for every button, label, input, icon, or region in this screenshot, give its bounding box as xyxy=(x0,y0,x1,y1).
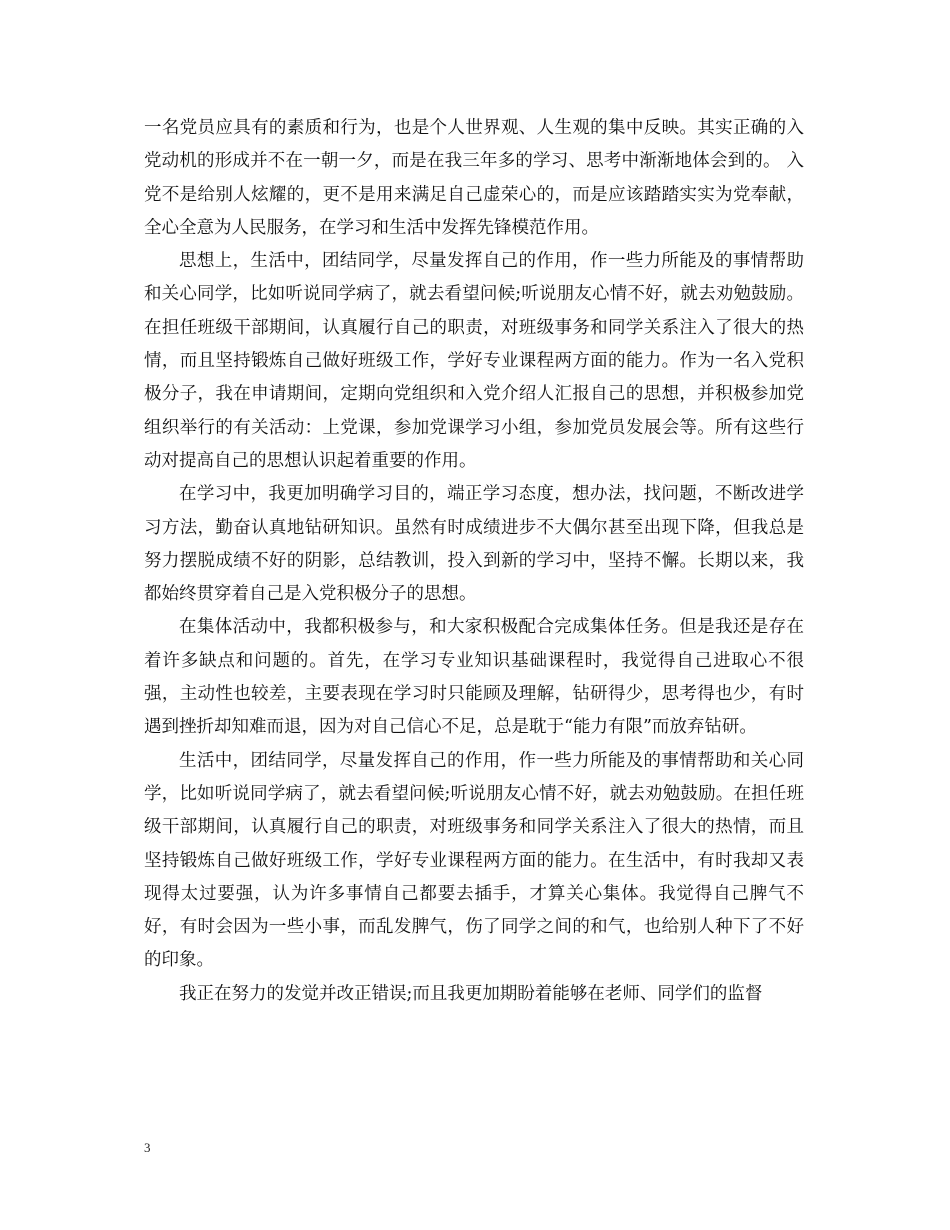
paragraph-improvement: 我正在努力的发觉并改正错误;而且我更加期盼着能够在老师、同学们的监督 xyxy=(179,983,763,1004)
page-number: 3 xyxy=(144,1140,151,1155)
paragraph-collective: 在集体活动中，我都积极参与，和大家积极配合完成集体任务。但是我还是存在着许多缺点和问题的。首先，在学习专业知识基础课程时，我觉得自己进取心不很强，主动性也较差，主要表现在学习时只能顾及理解，钻研得少，思考得也少，有时遇到挫折却知难而退，因为对自己信心不足，总是耽于“能力有限”而放弃钻研。 xyxy=(144,617,804,738)
paragraph-study: 在学习中，我更加明确学习目的，端正学习态度，想办法，找问题，不断改进学习方法，勤奋认真地钻研知识。虽然有时成绩进步不大偶尔甚至出现下降，但我总是努力摆脱成绩不好的阴影，总结教训，投入到新的学习中，坚持不懈。长期以来，我都始终贯穿着自己是入党积极分子的思想。 xyxy=(144,484,804,605)
paragraph-ideology: 思想上，生活中，团结同学，尽量发挥自己的作用，作一些力所能及的事情帮助和关心同学，比如听说同学病了，就去看望问候;听说朋友心情不好，就去劝勉鼓励。在担任班级干部期间，认真履行自己的职责，对班级事务和同学关系注入了很大的热情，而且坚持锻炼自己做好班级工作，学好专业课程两方面的能力。作为一名入党积极分子，我在申请期间，定期向党组织和入党介绍人汇报自己的思想，并积极参加党组织举行的有关活动：上党课，参加党课学习小组，参加党员发展会等。所有这些行动对提高自己的思想认识起着重要的作用。 xyxy=(144,251,804,471)
body-text xyxy=(144,112,804,1011)
paragraph-continued: 一名党员应具有的素质和行为，也是个人世界观、人生观的集中反映。其实正确的入党动机的形成并不在一朝一夕，而是在我三年多的学习、思考中渐渐地体会到的。 入党不是给别人炫耀的，更不是用来满足自己虚荣心的，而是应该踏踏实实为党奉献，全心全意为人民服务，在学习和生活中发挥先锋模范作用。 xyxy=(144,118,804,238)
paragraph-life: 生活中，团结同学，尽量发挥自己的作用，作一些力所能及的事情帮助和关心同学，比如听说同学病了，就去看望问候;听说朋友心情不好，就去劝勉鼓励。在担任班级干部期间，认真履行自己的职责，对班级事务和同学关系注入了很大的热情，而且坚持锻炼自己做好班级工作，学好专业课程两方面的能力。在生活中，有时我却又表现得太过要强，认为许多事情自己都要去插手，才算关心集体。我觉得自己脾气不好，有时会因为一些小事，而乱发脾气，伤了同学之间的和气，也给别人种下了不好的印象。 xyxy=(144,750,804,971)
